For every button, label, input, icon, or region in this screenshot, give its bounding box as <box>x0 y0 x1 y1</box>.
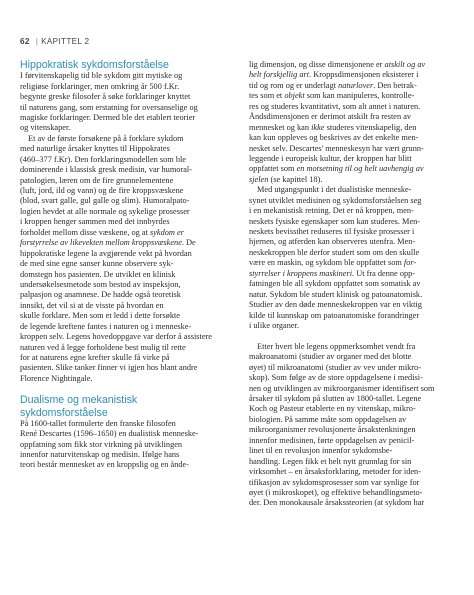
text-line: naturen ved å legge forholdene best mulig til rette <box>20 342 186 352</box>
text-span: tes som et <box>249 91 285 101</box>
text-line: de legende kreftene fantes i naturen og i menneske- <box>20 321 192 331</box>
text-line: Med utgangspunkt i det dualistiske menneske- <box>257 185 412 195</box>
text-line: palpasjon og anamnese. De hadde også teoretisk <box>20 290 181 300</box>
text-span: være en maskin, og sykdom ble oppfattet som <box>249 258 404 268</box>
text-line: (blod, svart galle, gul galle og slim). Humoralpato- <box>20 196 190 206</box>
text-line: domstegn hos pasienten. De utviklet en klinisk <box>20 269 176 279</box>
text-span: . De <box>181 238 196 248</box>
page-number: 62 <box>20 37 30 46</box>
text-line <box>249 123 453 133</box>
header-separator: | <box>35 37 39 46</box>
text-line: neskets fysiske egenskaper som kan studeres. Men- <box>249 216 421 226</box>
text-line: oppfatning som fikk stor virkning på utviklingen <box>20 439 183 449</box>
text-line: dominerende i klassisk gresk medisin, var humoral- <box>20 165 192 175</box>
text-line <box>249 91 453 101</box>
text-span: tid og rom og er underlagt <box>249 80 339 90</box>
italic-span: sjelen <box>249 174 269 184</box>
text-span: forholdet mellom disse væskene, og at <box>20 227 150 237</box>
section-heading-hippokratisk: Hippokratisk sykdomsforståelse <box>20 59 169 71</box>
text-line: skulle forklare. Men som et ledd i dette forsøkte <box>20 311 180 321</box>
text-line: René Descartes (1596–1650) en dualistisk menneske- <box>20 429 199 439</box>
text-line: begynte greske filosofer å søke forklaringer knyttet <box>20 92 191 102</box>
paragraph-descartes <box>20 419 224 471</box>
text-line: til naturens gang, som erstatning for oversanselige og <box>20 102 198 112</box>
text-line: magiske forklaringer. Dermed ble det etablert teorier <box>20 112 196 122</box>
right-column <box>249 60 453 509</box>
text-line: med naturlige årsaker knyttes til Hippokrates <box>20 144 170 154</box>
section-heading-dualisme-line2: sykdomsforståelse <box>20 406 108 419</box>
paragraph-dualism-continued <box>249 60 453 185</box>
text-span: studeres vitenskapelig, den <box>324 122 417 132</box>
paragraph-mikrobiologi <box>249 342 453 509</box>
italic-span: en motsetning til og helt uavhengig av <box>296 164 424 174</box>
text-line: res og studeres kvantitativt, som alt annet i naturen. <box>249 101 421 111</box>
text-line: Et av de første forsøkene på å forklare sykdom <box>28 133 184 143</box>
text-line: I førvitenskapelig tid ble sykdom gitt mytiske og <box>20 71 183 81</box>
text-line: i ulike organer. <box>249 320 299 330</box>
text-line: i kroppen henger sammen med det innbyrdes <box>20 217 170 227</box>
text-line: virksomhet – en årsaksforklaring, metoder for iden- <box>249 467 421 477</box>
text-line: Studier av den døde menneskekroppen var en viktig <box>249 300 422 310</box>
text-line: Åndsdimensjonen er derimot atskilt fra resten av <box>249 112 412 122</box>
text-line <box>249 164 453 174</box>
text-line: pasienten. Slike tanker finner vi igjen hos blant andre <box>20 363 198 373</box>
text-line: linet til en revolusjon innenfor sykdomsbe- <box>249 446 393 456</box>
text-line: natur. Sykdom ble studert klinisk og patoanatomisk. <box>249 289 423 299</box>
text-line: neskets bevissthet reduseres til fysiske prosesser i <box>249 227 415 236</box>
italic-span: for- <box>403 258 417 268</box>
paragraph-mekanistisk <box>249 185 453 331</box>
text-line: synet utviklet medisinen og sykdomsforståelsen seg <box>249 195 422 205</box>
text-line: Koch og Pasteur etablerte en ny vitenskap, mikro- <box>249 404 416 414</box>
text-line: mikroorganismer revolusjonerte årsakstenkningen <box>249 425 416 435</box>
text-span: . Den betrak- <box>373 80 417 90</box>
text-line <box>249 258 453 268</box>
text-line: biologien. På samme måte som oppdagelsen av <box>249 414 407 424</box>
text-line: tifikasjon av sykdomsprosesser som var synlige for <box>249 477 420 487</box>
text-line: makroanatomi (studier av organer med det blotte <box>249 352 412 362</box>
text-span: som kan manipuleres, kontrolle- <box>304 91 415 101</box>
text-span: (se kapittel 18). <box>268 174 323 184</box>
text-line: årsaker til sykdom på slutten av 1800-tallet. Legene <box>249 394 422 403</box>
text-line: øyet) til mikroanatomi (studier av vev under mikro- <box>249 362 421 372</box>
italic-span: sykdom er <box>149 227 184 237</box>
text-span: . Ut fra denne opp- <box>352 268 416 278</box>
text-line: Etter hvert ble legens oppmerksomhet vendt fra <box>257 341 416 351</box>
text-line: patologien, læren om de fire grunnelementene <box>20 175 174 185</box>
italic-span: objekt <box>284 91 305 101</box>
text-line: kan kun oppleves og beskrives av det enkelte men- <box>249 133 419 143</box>
text-line: fatningen ble all sykdom oppfattet som somatisk av <box>249 279 421 289</box>
text-line <box>249 269 453 279</box>
text-span: oppfattet som <box>249 164 297 174</box>
chapter-label: KAPITTEL 2 <box>41 37 90 46</box>
text-line: nesket selv. Descartes' menneskesyn har vært grunn- <box>249 143 424 153</box>
section-heading-dualisme-line1: Dualisme og mekanistisk <box>20 394 138 407</box>
text-line: i en mekanistisk retning. Det er nå kroppen, men- <box>249 206 414 216</box>
text-line: (luft, jord, ild og vann) og de fire kroppsvæskene <box>20 186 184 196</box>
italic-span: helt forskjellig art <box>249 70 310 80</box>
paragraph-gap <box>249 331 453 341</box>
running-header <box>20 37 89 46</box>
text-line: øyet (i mikroskopet), og effektive behandlingsmeto- <box>249 487 423 497</box>
text-line: og vitenskaper. <box>20 123 71 133</box>
text-line: hippokratiske legene la avgjørende vekt på hvordan <box>20 248 192 258</box>
text-line: logien hevdet at alle normale og sykelige prosesser <box>20 206 190 216</box>
text-line: nen og utviklingen av mikroorganismer identifisert som <box>249 383 435 393</box>
italic-span: ikke <box>311 122 325 132</box>
text-line: neskekroppen ble derfor studert som om den skulle <box>249 247 420 257</box>
italic-span: forstyrrelse av likevekten mellom kroppsvæskene <box>20 238 182 248</box>
text-line: leggende i europeisk kultur, der kroppen har blitt <box>249 153 412 163</box>
text-line: skop). Som følge av de store oppdagelsene i medisi- <box>249 373 423 383</box>
text-line: innenfor medisinen, førte oppdagelsen av penicil- <box>249 435 415 445</box>
text-line: (460–377 f.Kr). Den forklaringsmodellen som ble <box>20 154 186 164</box>
text-line: På 1600-tallet formulerte den franske filosofen <box>20 418 176 428</box>
text-line: teori består mennesket av en kroppslig og en ånde- <box>20 460 189 470</box>
text-line: for at naturens egne krefter skulle få virke på <box>20 353 170 363</box>
text-line <box>249 60 453 70</box>
text-line <box>20 228 224 238</box>
text-line: innsikt, det vil si at de visste på hvordan en <box>20 300 164 310</box>
text-line: undersøkelsesmetode som bestod av inspeksjon, <box>20 279 181 289</box>
text-line <box>249 70 453 80</box>
text-line: kroppen selv. Legens hovedoppgave var derfor å assistere <box>20 332 212 342</box>
text-line: handling. Legen fikk et helt nytt grunnlag for sin <box>249 456 412 466</box>
text-line: de med sine egne sanser kunne observere syk- <box>20 259 174 269</box>
italic-span: naturlover <box>338 80 374 90</box>
text-line: der. Den monokausale årsakssteorien (at sykdom har <box>249 498 425 508</box>
text-line <box>20 238 224 248</box>
paragraph-hippokrates <box>20 134 224 385</box>
text-line: hjernen, og atferden kan observeres utenfra. Men- <box>249 237 416 247</box>
text-line: kilde til kunnskap om patoanatomiske forandringer <box>249 310 420 320</box>
italic-span: atskilt og av <box>384 60 426 69</box>
text-span: mennesket og kan <box>249 122 312 132</box>
text-span: lig dimensjon, og disse dimensjonene er <box>249 60 385 69</box>
paragraph-intro <box>20 71 224 134</box>
text-line <box>249 175 453 185</box>
left-column <box>20 59 224 471</box>
text-line <box>249 81 453 91</box>
text-line: Florence Nightingale. <box>20 373 93 383</box>
text-span: . Kroppsdimensjonen eksisterer i <box>309 70 419 80</box>
italic-span: styrrelser i kroppens maskineri <box>249 268 353 278</box>
text-line: religiøse forklaringer, men omkring år 500 f.Kr. <box>20 81 180 91</box>
text-line: innenfor naturvitenskap og medisin. Ifølge hans <box>20 450 180 460</box>
